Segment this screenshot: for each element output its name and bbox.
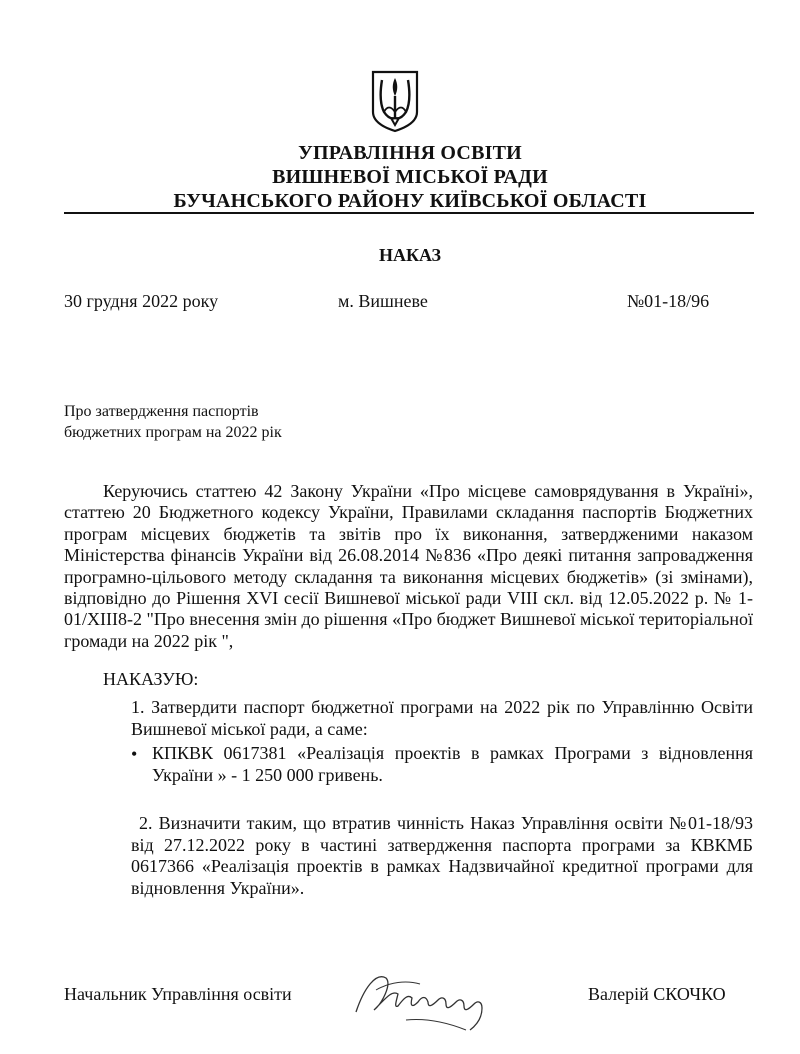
preamble-paragraph: Керуючись статтею 42 Закону України «Про місцеве самоврядування в Україні», статтею 20 Бюджетного кодексу України, Правилами складання паспортів Бюджетних програм місцевих бюджетів та звітів про їх виконання, затвердженими наказом Міністерства фінансів України від 26.08.2014 №836 «Про деякі питання запровадження програмно-цільового методу складання та виконання місцевих бюджетів» (зі змінами), відповідно до Рішення XVI сесії Вишневої міської ради VIII скл. від 12.05.2022 р. № 1-01/XIII8-2 "Про внесення змін до рішення «Про бюджет Вишневої міської територіальної громади на 2022 рік ",	[64, 481, 753, 651]
bullet-text: КПКВК 0617381 «Реалізація проектів в рамках Програми з відновлення України » - 1 250 000 гривень.	[152, 743, 753, 785]
header-divider	[64, 212, 754, 214]
signatory-name: Валерій СКОЧКО	[588, 984, 726, 1004]
document-number: №01-18/96	[627, 291, 710, 311]
order-item-1: 1. Затвердити паспорт бюджетної програми на 2022 рік по Управлінню Освіти Вишневої міської ради, а саме:	[131, 697, 753, 739]
document-date: 30 грудня 2022 року	[64, 291, 219, 311]
order-heading: НАКАЗУЮ:	[103, 669, 199, 689]
order-item-2: 2. Визначити таким, що втратив чинність Наказ Управління освіти №01-18/93 від 27.12.2022 року в частині затвердження паспорта програми за КВКМБ 0617366 «Реалізація проектів в рамках Надзвичайної кредитної програми для відновлення України».	[131, 813, 753, 898]
signatory-position: Начальник Управління освіти	[64, 984, 292, 1004]
bullet-icon: •	[131, 744, 138, 764]
org-name-line-2: ВИШНЕВОЇ МІСЬКОЇ РАДИ	[272, 166, 548, 188]
document-place: м. Вишневе	[338, 291, 428, 311]
subject-line-2: бюджетних програм на 2022 рік	[64, 424, 282, 441]
document-subject	[64, 401, 282, 443]
document-title: НАКАЗ	[378, 245, 442, 265]
handwritten-signature	[346, 960, 506, 1040]
subject-line-1: Про затвердження паспортів	[64, 403, 259, 420]
org-name-line-3: БУЧАНСЬКОГО РАЙОНУ КИЇВСЬКОЇ ОБЛАСТІ	[173, 190, 647, 212]
trident-emblem-icon	[370, 68, 420, 134]
org-name-line-1: УПРАВЛІННЯ ОСВІТИ	[298, 142, 522, 164]
